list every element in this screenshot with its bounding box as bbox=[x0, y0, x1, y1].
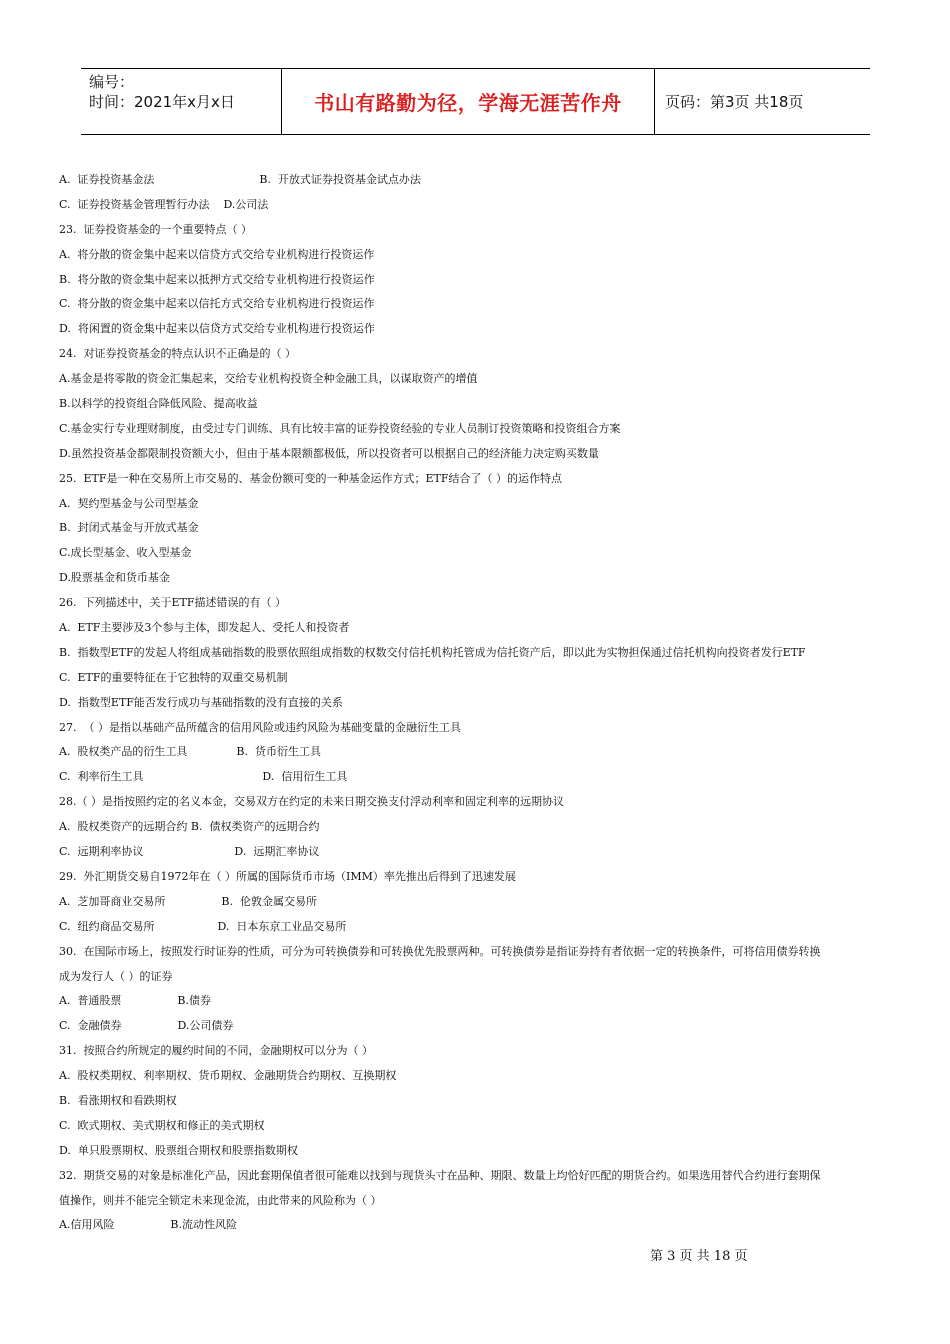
text-line: A. 股权类期权、利率期权、货币期权、金融期货合约期权、互换期权 bbox=[59, 1069, 397, 1083]
text-line: 23. 证券投资基金的一个重要特点（ ） bbox=[59, 222, 252, 236]
text-line: C. 证券投资基金管理暂行办法 D.公司法 bbox=[59, 197, 269, 211]
text-line: 29. 外汇期货交易自1972年在（ ）所属的国际货币市场（IMM）率先推出后得到了迅速发展 bbox=[59, 869, 516, 883]
text-line: 31. 按照合约所规定的履约时间的不同，金融期权可以分为（ ） bbox=[59, 1044, 373, 1058]
page-header bbox=[81, 68, 870, 135]
text-line: B. 看涨期权和看跌期权 bbox=[59, 1093, 177, 1107]
text-line: 27. （ ）是指以基础产品所蕴含的信用风险或违约风险为基础变量的金融衍生工具 bbox=[59, 720, 461, 734]
text-line: C. 远期利率协议 D. 远期汇率协议 bbox=[59, 845, 320, 859]
text-line: C.成长型基金、收入型基金 bbox=[59, 546, 192, 560]
text-line: A. ETF主要涉及3个参与主体，即发起人、受托人和投资者 bbox=[59, 621, 350, 635]
text-line: B.以科学的投资组合降低风险、提高收益 bbox=[59, 397, 258, 411]
text-line: A. 股权类资产的远期合约 B. 债权类资产的远期合约 bbox=[59, 820, 320, 834]
page-footer: 第 3 页 共 18 页 bbox=[650, 1249, 748, 1264]
text-line: 28.（ ）是指按照约定的名义本金，交易双方在约定的未来日期交换支付浮动利率和固定利率的远期协议 bbox=[59, 795, 564, 809]
text-line: A.基金是将零散的资金汇集起来，交给专业机构投资全种金融工具，以谋取资产的增值 bbox=[59, 372, 478, 386]
text-line: 24. 对证券投资基金的特点认识不正确是的（ ） bbox=[59, 347, 296, 361]
text-line: D.股票基金和货币基金 bbox=[59, 571, 170, 585]
text-line: C. 金融债券 D.公司债券 bbox=[59, 1019, 234, 1033]
text-line: C. ETF的重要特征在于它独特的双重交易机制 bbox=[59, 670, 288, 684]
text-line: C. 欧式期权、美式期权和修正的美式期权 bbox=[59, 1118, 265, 1132]
text-line: C. 利率衍生工具 D. 信用衍生工具 bbox=[59, 770, 348, 784]
header-meta bbox=[81, 69, 281, 134]
text-line: B. 将分散的资金集中起来以抵押方式交给专业机构进行投资运作 bbox=[59, 272, 375, 286]
text-line: C.基金实行专业理财制度，由受过专门训练、具有比较丰富的证券投资经验的专业人员制订投资策略和投资组合方案 bbox=[59, 421, 621, 435]
text-line: D. 将闲置的资金集中起来以信贷方式交给专业机构进行投资运作 bbox=[59, 322, 375, 336]
text-line: 26. 下列描述中，关于ETF描述错误的有（ ） bbox=[59, 596, 286, 610]
text-line: C. 纽约商品交易所 D. 日本东京工业品交易所 bbox=[59, 919, 347, 933]
text-line: A. 股权类产品的衍生工具 B. 货币衍生工具 bbox=[59, 745, 321, 759]
text-line: A. 契约型基金与公司型基金 bbox=[59, 496, 199, 510]
header-motto: 书山有路勤为径，学海无涯苦作舟 bbox=[281, 69, 655, 134]
document-body bbox=[59, 168, 885, 1238]
text-line: 值操作，则并不能完全锁定未来现金流，由此带来的风险称为（ ） bbox=[59, 1193, 382, 1207]
text-line: 30. 在国际市场上，按照发行时证券的性质，可分为可转换债券和可转换优先股票两种。可转换债券是指证券持有者依据一定的转换条件，可将信用债券转换 bbox=[59, 944, 821, 958]
header-time: 时间：2021年x月x日 bbox=[89, 93, 235, 111]
text-line: D.虽然投资基金都限制投资额大小，但由于基本限额都极低，所以投资者可以根据自己的经济能力决定购买数量 bbox=[59, 446, 599, 460]
text-line: D. 单只股票期权、股票组合期权和股票指数期权 bbox=[59, 1143, 298, 1157]
text-line: 成为发行人（ ）的证券 bbox=[59, 969, 173, 983]
text-line: B. 指数型ETF的发起人将组成基础指数的股票依照组成指数的权数交付信托机构托管成为信托资产后，即以此为实物担保通过信托机构向投资者发行ETF bbox=[59, 645, 806, 659]
text-line: C. 将分散的资金集中起来以信托方式交给专业机构进行投资运作 bbox=[59, 297, 375, 311]
text-line: A. 普通股票 B.债券 bbox=[59, 994, 211, 1008]
text-line: A.信用风险 B.流动性风险 bbox=[59, 1218, 237, 1232]
header-page-number: 页码：第3页 共18页 bbox=[665, 93, 804, 111]
text-line: A. 芝加哥商业交易所 B. 伦敦金属交易所 bbox=[59, 894, 317, 908]
text-line: D. 指数型ETF能否发行成功与基础指数的没有直接的关系 bbox=[59, 695, 343, 709]
text-line: A. 将分散的资金集中起来以信贷方式交给专业机构进行投资运作 bbox=[59, 247, 375, 261]
text-line: B. 封闭式基金与开放式基金 bbox=[59, 521, 199, 535]
header-number: 编号： bbox=[89, 73, 135, 91]
text-line: 25. ETF是一种在交易所上市交易的、基金份额可变的一种基金运作方式；ETF结合了（ ）的运作特点 bbox=[59, 471, 562, 485]
text-line: 32. 期货交易的对象是标准化产品，因此套期保值者很可能难以找到与现货头寸在品种、期限、数量上均恰好匹配的期货合约。如果选用替代合约进行套期保 bbox=[59, 1168, 821, 1182]
text-line: A. 证券投资基金法 B. 开放式证券投资基金试点办法 bbox=[59, 173, 421, 186]
